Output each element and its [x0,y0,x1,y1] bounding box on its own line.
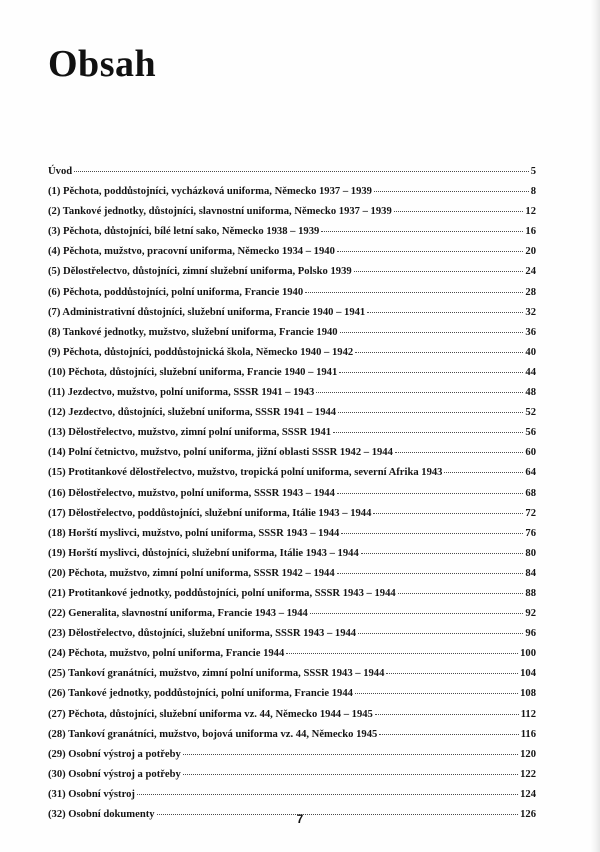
toc-entry-page-number: 28 [525,286,536,298]
toc-entry [48,568,536,588]
toc-entry-title: (15) Protitankové dělostřelectvo, mužstvo, tropická polní uniforma, severní Afrika 1943 [48,467,443,479]
toc-entry-title: (12) Jezdectvo, důstojníci, služební uniforma, SSSR 1941 – 1944 [48,407,337,419]
toc-entry-page-number: 60 [525,447,536,459]
toc-entry-title: (23) Dělostřelectvo, důstojníci, služební uniforma, SSSR 1943 – 1944 [48,628,357,640]
toc-dot-leader [379,734,518,735]
toc-entry-title: (5) Dělostřelectvo, důstojníci, zimní služební uniforma, Polsko 1939 [48,266,352,278]
toc-entry [48,307,536,327]
toc-entry-title: (16) Dělostřelectvo, mužstvo, polní uniforma, SSSR 1943 – 1944 [48,487,335,499]
toc-entry-page-number: 84 [525,567,536,579]
toc-dot-leader [286,653,518,654]
toc-entry-page-number: 112 [520,708,536,720]
toc-entry [48,688,536,708]
toc-entry-page-number: 68 [525,487,536,499]
toc-entry [48,266,536,286]
toc-entry-title: Úvod [48,166,73,177]
toc-entry-title: (26) Tankové jednotky, poddůstojníci, polní uniforma, Francie 1944 [48,688,353,700]
toc-dot-leader [373,513,523,514]
toc-entry-page-number: 104 [520,668,536,680]
toc-entry-page-number: 44 [525,366,536,378]
toc-entry [48,729,536,749]
toc-entry [48,488,536,508]
toc-entry-page-number: 64 [525,467,536,479]
toc-entry-page-number: 52 [525,407,536,419]
toc-entry-title: (19) Horští myslivci, důstojníci, služební uniforma, Itálie 1943 – 1944 [48,547,359,559]
toc-entry-page-number: 8 [530,186,536,198]
toc-dot-leader [310,613,524,614]
toc-entry-title: (8) Tankové jednotky, mužstvo, služební uniforma, Francie 1940 [48,326,338,338]
toc-entry-title: (29) Osobní výstroj a potřeby [48,748,181,760]
toc-entry [48,608,536,628]
toc-entry-page-number: 108 [520,688,536,700]
toc-entry-page-number: 48 [525,387,536,399]
toc-entry [48,447,536,467]
toc-entry [48,427,536,447]
toc-entry-page-number: 5 [530,166,536,177]
toc-dot-leader [340,332,524,333]
table-of-contents [48,166,536,829]
toc-entry-page-number: 126 [520,809,536,820]
toc-entry-page-number: 80 [525,547,536,559]
toc-dot-leader [367,312,523,313]
toc-dot-leader [74,171,529,172]
toc-entry-title: (2) Tankové jednotky, důstojníci, slavnostní uniforma, Německo 1937 – 1939 [48,206,392,218]
toc-dot-leader [183,754,518,755]
toc-entry [48,467,536,487]
toc-dot-leader [321,231,523,232]
toc-entry-title: (1) Pěchota, poddůstojníci, vycházková uniforma, Německo 1937 – 1939 [48,186,372,198]
toc-entry [48,287,536,307]
toc-entry [48,367,536,387]
toc-entry-title: (24) Pěchota, mužstvo, polní uniforma, Francie 1944 [48,648,285,660]
toc-entry-page-number: 122 [520,768,536,780]
toc-entry-page-number: 36 [525,326,536,338]
toc-entry-page-number: 116 [520,728,536,740]
toc-dot-leader [361,553,524,554]
toc-entry-title: (22) Generalita, slavnostní uniforma, Francie 1943 – 1944 [48,608,308,620]
toc-dot-leader [337,493,524,494]
toc-dot-leader [358,633,523,634]
toc-dot-leader [339,372,523,373]
toc-entry-title: (21) Protitankové jednotky, poddůstojníci, polní uniforma, SSSR 1943 – 1944 [48,587,396,599]
toc-dot-leader [337,251,524,252]
toc-entry-page-number: 92 [525,608,536,620]
toc-entry [48,709,536,729]
toc-entry-title: (32) Osobní dokumenty [48,809,155,820]
toc-dot-leader [337,573,524,574]
toc-entry [48,628,536,648]
toc-entry [48,668,536,688]
toc-entry-page-number: 24 [525,266,536,278]
toc-entry [48,246,536,266]
toc-dot-leader [355,352,523,353]
toc-entry-title: (31) Osobní výstroj [48,788,135,800]
toc-entry-title: (11) Jezdectvo, mužstvo, polní uniforma, SSSR 1941 – 1943 [48,387,315,399]
toc-entry-title: (7) Administrativní důstojníci, služební uniforma, Francie 1940 – 1941 [48,306,366,318]
toc-entry-page-number: 20 [525,246,536,258]
toc-entry-page-number: 76 [525,527,536,539]
toc-entry-title: (18) Horští myslivci, mužstvo, polní uniforma, SSSR 1943 – 1944 [48,527,340,539]
toc-dot-leader [183,774,518,775]
toc-entry-page-number: 32 [525,306,536,318]
toc-entry-title: (30) Osobní výstroj a potřeby [48,768,181,780]
toc-entry-title: (13) Dělostřelectvo, mužstvo, zimní polní uniforma, SSSR 1941 [48,427,332,439]
toc-entry-title: (9) Pěchota, důstojníci, poddůstojnická škola, Německo 1940 – 1942 [48,346,354,358]
toc-dot-leader [444,472,523,473]
toc-entry [48,327,536,347]
toc-entry [48,789,536,809]
toc-dot-leader [394,211,524,212]
toc-dot-leader [305,292,523,293]
toc-entry-title: (27) Pěchota, důstojníci, služební uniforma vz. 44, Německo 1944 – 1945 [48,708,373,720]
toc-dot-leader [375,714,519,715]
toc-entry-page-number: 124 [520,788,536,800]
toc-entry [48,588,536,608]
toc-entry-page-number: 120 [520,748,536,760]
scan-edge-shadow [590,0,600,852]
toc-entry [48,548,536,568]
page-number: 7 [296,812,304,826]
toc-entry-title: (14) Polní četnictvo, mužstvo, polní uniforma, jižní oblasti SSSR 1942 – 1944 [48,447,393,459]
toc-dot-leader [333,432,523,433]
toc-entry-title: (20) Pěchota, mužstvo, zimní polní uniforma, SSSR 1942 – 1944 [48,567,335,579]
toc-entry [48,226,536,246]
toc-entry-title: (25) Tankoví granátníci, mužstvo, zimní polní uniforma, SSSR 1943 – 1944 [48,668,385,680]
toc-entry-title: (28) Tankoví granátníci, mužstvo, bojová uniforma vz. 44, Německo 1945 [48,728,378,740]
toc-entry-title: (4) Pěchota, mužstvo, pracovní uniforma, Německo 1934 – 1940 [48,246,335,258]
toc-dot-leader [398,593,524,594]
toc-entry [48,769,536,789]
toc-entry [48,206,536,226]
toc-entry [48,387,536,407]
toc-entry-title: (6) Pěchota, poddůstojníci, polní uniforma, Francie 1940 [48,286,304,298]
toc-entry [48,347,536,367]
toc-entry-page-number: 56 [525,427,536,439]
toc-entry-page-number: 72 [525,507,536,519]
toc-dot-leader [355,693,518,694]
toc-entry-title: (10) Pěchota, důstojníci, služební uniforma, Francie 1940 – 1941 [48,366,338,378]
toc-entry-title: (17) Dělostřelectvo, poddůstojníci, služební uniforma, Itálie 1943 – 1944 [48,507,372,519]
toc-entry-page-number: 88 [525,587,536,599]
toc-entry [48,407,536,427]
toc-entry-page-number: 40 [525,346,536,358]
toc-entry-page-number: 12 [525,206,536,218]
toc-entry-title: (3) Pěchota, důstojníci, bílé letní sako, Německo 1938 – 1939 [48,226,320,238]
toc-dot-leader [354,271,524,272]
toc-entry [48,648,536,668]
toc-dot-leader [374,191,529,192]
toc-dot-leader [316,392,523,393]
toc-entry [48,528,536,548]
page-title: Obsah [48,43,157,85]
toc-entry [48,166,536,186]
toc-dot-leader [395,452,524,453]
toc-entry [48,749,536,769]
toc-entry [48,508,536,528]
toc-dot-leader [338,412,523,413]
toc-entry-page-number: 16 [525,226,536,238]
toc-entry-page-number: 96 [525,628,536,640]
toc-entry-page-number: 100 [520,648,536,660]
toc-dot-leader [386,673,518,674]
toc-dot-leader [137,794,518,795]
toc-dot-leader [341,533,523,534]
toc-entry [48,186,536,206]
